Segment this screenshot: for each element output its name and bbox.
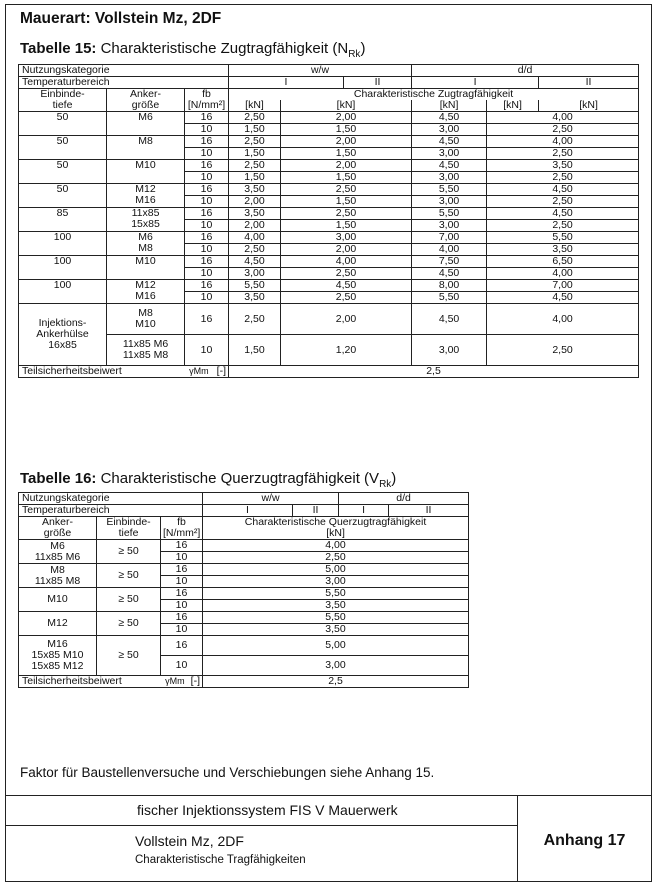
fb-cell: 16 — [185, 280, 229, 292]
fb-cell: 16 — [185, 160, 229, 172]
cell-line: 15x85 — [131, 218, 160, 230]
header-row — [19, 493, 469, 505]
value-cell: 2,00 — [281, 160, 412, 172]
anker-cell — [19, 564, 97, 588]
einbinde-cell: 50 — [19, 136, 107, 160]
table-row — [19, 208, 639, 220]
annex-label: Anhang 17 — [543, 832, 626, 849]
cell-line: M6 — [138, 231, 153, 243]
page-heading: Mauerart: Vollstein Mz, 2DF — [20, 10, 222, 27]
fb-cell: 16 — [185, 184, 229, 196]
table-row — [19, 636, 469, 656]
value-cell: 3,50 — [487, 160, 639, 172]
einbinde-cell: ≥ 50 — [97, 564, 161, 588]
footer — [5, 795, 652, 882]
dimensionless-unit: [-] — [216, 365, 226, 377]
header-row — [19, 65, 639, 77]
temp-cell: I — [229, 77, 344, 89]
value-cell: 4,00 — [487, 304, 639, 335]
anker-cell — [107, 208, 185, 232]
table15-title-prefix: Tabelle 15: — [20, 40, 97, 57]
value-cell: 6,50 — [487, 256, 639, 268]
cell-line: tiefe — [52, 99, 73, 111]
value-cell: 5,50 — [412, 208, 487, 220]
fb-symbol: fb — [161, 517, 203, 529]
gamma-symbol: γMm — [189, 366, 209, 376]
fb-cell: 16 — [185, 208, 229, 220]
anker-header — [107, 89, 185, 112]
table15-title-sub: Rk — [348, 49, 361, 60]
value-cell: 2,00 — [281, 136, 412, 148]
temp-cell: I — [412, 77, 539, 89]
table15-title-close: ) — [360, 40, 366, 57]
safety-symbol — [185, 366, 229, 378]
char-label: Charakteristische Querzugtragfähigkeit — [203, 517, 469, 529]
table16-title — [20, 470, 396, 490]
value-cell: 1,50 — [229, 148, 281, 160]
anker-cell — [107, 280, 185, 304]
safety-row — [19, 366, 639, 378]
cell-line: Ankerhülse — [36, 328, 89, 340]
value-cell: 2,50 — [229, 304, 281, 335]
unit-cell: [kN] — [281, 100, 412, 112]
value-cell: 1,50 — [229, 172, 281, 184]
anker-header — [19, 517, 97, 540]
cell-line: 15x85 M10 — [31, 649, 84, 661]
cell-line: tiefe — [118, 527, 139, 539]
dd-label: d/d — [412, 65, 639, 77]
header-row — [19, 505, 469, 517]
cell-line: 11x85 M6 — [122, 338, 169, 350]
footer-description: Charakteristische Tragfähigkeiten — [135, 854, 306, 866]
table16 — [18, 492, 469, 688]
value-cell: 7,00 — [487, 280, 639, 292]
value-cell: 5,50 — [487, 232, 639, 244]
cell-line: größe — [43, 527, 72, 539]
anker-cell — [107, 160, 185, 184]
fb-cell: 10 — [185, 292, 229, 304]
fb-unit: [N/mm²] — [185, 100, 229, 112]
value-cell: 2,50 — [229, 160, 281, 172]
value-cell: 4,50 — [412, 160, 487, 172]
temp-cell: II — [293, 505, 339, 517]
temp-cell: II — [344, 77, 412, 89]
cell-line: Einbinde- — [106, 516, 151, 528]
einbinde-cell: ≥ 50 — [97, 612, 161, 636]
value-cell: 8,00 — [412, 280, 487, 292]
value-cell: 4,50 — [487, 292, 639, 304]
value-cell: 4,50 — [281, 280, 412, 292]
table16-title-text: Charakteristische Querzugtragfähigkeit (V — [100, 470, 380, 487]
value-cell: 3,50 — [229, 292, 281, 304]
cell-line: 11x85 M8 — [34, 574, 81, 587]
value-cell: 1,50 — [229, 335, 281, 366]
cell-line: M16 — [135, 194, 156, 206]
table-row — [19, 160, 639, 172]
value-cell: 3,00 — [412, 220, 487, 232]
value-cell: 1,50 — [281, 196, 412, 208]
dimensionless-unit: [-] — [190, 675, 200, 687]
fb-cell: 10 — [161, 656, 203, 676]
ww-label: w/w — [229, 65, 412, 77]
fb-cell: 16 — [161, 588, 203, 600]
cell-line: 11x85 M8 — [122, 349, 169, 361]
value-cell: 2,00 — [281, 244, 412, 256]
table16-title-prefix: Tabelle 16: — [20, 470, 97, 487]
einbinde-cell: ≥ 50 — [97, 636, 161, 676]
table-row — [19, 540, 469, 552]
header-row — [19, 77, 639, 89]
value-cell: 3,50 — [229, 208, 281, 220]
anker-cell — [107, 136, 185, 160]
value-cell: 4,50 — [487, 208, 639, 220]
value-cell: 4,50 — [229, 256, 281, 268]
table-row — [19, 232, 639, 244]
value-cell: 1,50 — [281, 124, 412, 136]
value-cell: 2,00 — [229, 220, 281, 232]
cell-line: M6 — [138, 111, 153, 123]
value-cell: 3,00 — [412, 148, 487, 160]
value-cell: 5,00 — [203, 564, 469, 576]
temp-label: Temperaturbereich — [19, 77, 229, 89]
value-cell: 5,50 — [412, 184, 487, 196]
value-cell: 1,20 — [281, 335, 412, 366]
unit-cell: [kN] — [412, 100, 487, 112]
cell-line: M6 — [50, 539, 65, 552]
fb-cell: 10 — [161, 552, 203, 564]
footer-subtitle: Vollstein Mz, 2DF — [135, 833, 244, 849]
table16-title-close: ) — [391, 470, 397, 487]
value-cell: 3,00 — [412, 196, 487, 208]
header-row — [19, 89, 639, 101]
unit-cell: [kN] — [487, 100, 539, 112]
nutzung-label: Nutzungskategorie — [19, 493, 203, 505]
table-row — [19, 256, 639, 268]
temp-label: Temperaturbereich — [19, 505, 203, 517]
table15 — [18, 64, 639, 378]
footer-divider — [5, 825, 517, 826]
table16-title-sub: Rk — [379, 479, 392, 490]
table-row — [19, 184, 639, 196]
safety-value: 2,5 — [203, 676, 469, 688]
value-cell: 1,50 — [281, 220, 412, 232]
value-cell: 2,50 — [203, 552, 469, 564]
temp-cell: I — [203, 505, 293, 517]
einbinde-cell: 100 — [19, 256, 107, 280]
safety-label: Teilsicherheitsbeiwert — [19, 676, 161, 688]
anker-cell — [107, 232, 185, 256]
anker-cell — [19, 540, 97, 564]
footer-system-name: fischer Injektionssystem FIS V Mauerwerk — [137, 802, 398, 818]
table-row — [19, 136, 639, 148]
value-cell: 5,50 — [203, 612, 469, 624]
einbinde-cell: 85 — [19, 208, 107, 232]
char-label: Charakteristische Zugtragfähigkeit — [229, 89, 639, 101]
cell-line: M12 — [135, 183, 156, 195]
table-row — [19, 564, 469, 576]
einbinde-header — [97, 517, 161, 540]
value-cell: 3,50 — [229, 184, 281, 196]
value-cell: 2,50 — [229, 136, 281, 148]
value-cell: 2,50 — [281, 292, 412, 304]
cell-line: größe — [131, 99, 160, 111]
value-cell: 4,00 — [487, 268, 639, 280]
value-cell: 4,50 — [412, 136, 487, 148]
value-cell: 7,50 — [412, 256, 487, 268]
cell-line: 16x85 — [48, 339, 77, 351]
fb-cell: 16 — [161, 612, 203, 624]
value-cell: 4,00 — [203, 540, 469, 552]
value-cell: 3,00 — [203, 576, 469, 588]
fb-cell: 10 — [185, 172, 229, 184]
unit-cell: [kN] — [203, 528, 469, 540]
cell-line: M10 — [135, 255, 156, 267]
value-cell: 4,00 — [229, 232, 281, 244]
einbinde-cell: 50 — [19, 184, 107, 208]
value-cell: 3,00 — [412, 172, 487, 184]
cell-line: Anker- — [42, 516, 73, 528]
value-cell: 2,50 — [487, 335, 639, 366]
cell-line: M16 — [47, 638, 68, 650]
cell-line: M8 — [138, 242, 153, 254]
value-cell: 4,00 — [487, 136, 639, 148]
cell-line: M10 — [47, 593, 68, 605]
cell-line: Anker- — [130, 88, 161, 100]
table-row — [19, 280, 639, 292]
cell-line: Einbinde- — [40, 88, 85, 100]
table-row — [19, 112, 639, 124]
fb-cell: 10 — [185, 196, 229, 208]
cell-line: Injektions- — [38, 317, 87, 329]
unit-cell: [kN] — [539, 100, 639, 112]
table-row — [19, 612, 469, 624]
fb-cell: 16 — [161, 636, 203, 656]
fb-cell: 10 — [185, 220, 229, 232]
table-row — [19, 335, 639, 366]
header-row — [19, 517, 469, 529]
cell-line: 15x85 M12 — [31, 660, 84, 672]
cell-line: M12 — [47, 617, 68, 629]
fb-cell: 16 — [161, 564, 203, 576]
einbinde-cell: ≥ 50 — [97, 588, 161, 612]
value-cell: 2,50 — [281, 268, 412, 280]
einbinde-cell: 50 — [19, 160, 107, 184]
cell-line: M8 — [138, 307, 153, 319]
einbinde-cell: ≥ 50 — [97, 540, 161, 564]
value-cell: 1,50 — [281, 148, 412, 160]
unit-cell: [kN] — [229, 100, 281, 112]
value-cell: 2,50 — [281, 184, 412, 196]
cell-line: M8 — [138, 135, 153, 147]
value-cell: 4,50 — [487, 184, 639, 196]
value-cell: 4,00 — [281, 256, 412, 268]
temp-cell: II — [539, 77, 639, 89]
temp-cell: I — [339, 505, 389, 517]
value-cell: 2,50 — [487, 124, 639, 136]
fb-cell: 16 — [185, 112, 229, 124]
einbinde-cell: 100 — [19, 232, 107, 256]
fb-symbol: fb — [185, 89, 229, 101]
value-cell: 3,00 — [412, 124, 487, 136]
value-cell: 5,50 — [229, 280, 281, 292]
einbinde-cell: 100 — [19, 280, 107, 304]
value-cell: 3,50 — [203, 624, 469, 636]
value-cell: 2,50 — [281, 208, 412, 220]
value-cell: 4,50 — [412, 112, 487, 124]
safety-label: Teilsicherheitsbeiwert — [19, 366, 185, 378]
value-cell: 2,00 — [281, 304, 412, 335]
value-cell: 3,00 — [412, 335, 487, 366]
value-cell: 1,50 — [229, 124, 281, 136]
fb-cell: 10 — [161, 600, 203, 612]
value-cell: 2,50 — [487, 196, 639, 208]
anker-cell — [107, 112, 185, 136]
gamma-symbol: γMm — [165, 676, 185, 686]
value-cell: 4,00 — [487, 112, 639, 124]
fb-cell: 16 — [185, 136, 229, 148]
value-cell: 2,50 — [229, 112, 281, 124]
value-cell: 7,00 — [412, 232, 487, 244]
fb-unit: [N/mm²] — [161, 528, 203, 540]
fb-cell: 16 — [185, 232, 229, 244]
temp-cell: II — [389, 505, 469, 517]
einbinde-cell — [19, 304, 107, 366]
anker-cell — [19, 636, 97, 676]
value-cell: 3,00 — [229, 268, 281, 280]
fb-cell: 10 — [185, 335, 229, 366]
fb-cell: 16 — [185, 304, 229, 335]
value-cell: 3,50 — [487, 244, 639, 256]
value-cell: 2,50 — [487, 220, 639, 232]
value-cell: 3,50 — [203, 600, 469, 612]
safety-row — [19, 676, 469, 688]
anker-cell — [107, 184, 185, 208]
cell-line: 11x85 — [131, 207, 160, 219]
table-row — [19, 588, 469, 600]
nutzung-label: Nutzungskategorie — [19, 65, 229, 77]
value-cell: 3,00 — [281, 232, 412, 244]
value-cell: 4,00 — [412, 244, 487, 256]
value-cell: 2,50 — [487, 148, 639, 160]
anker-cell — [107, 335, 185, 366]
cell-line: M10 — [135, 159, 156, 171]
anker-cell — [19, 588, 97, 612]
cell-line: M16 — [135, 290, 156, 302]
einbinde-cell: 50 — [19, 112, 107, 136]
dd-label: d/d — [339, 493, 469, 505]
cell-line: 11x85 M6 — [34, 550, 81, 563]
footnote: Faktor für Baustellenversuche und Verschiebungen siehe Anhang 15. — [20, 765, 435, 780]
cell-line: M10 — [135, 318, 156, 330]
value-cell: 1,50 — [281, 172, 412, 184]
value-cell: 3,00 — [203, 656, 469, 676]
safety-symbol — [161, 676, 203, 688]
anker-cell — [107, 256, 185, 280]
fb-cell: 10 — [185, 124, 229, 136]
safety-value: 2,5 — [229, 366, 639, 378]
fb-cell: 10 — [185, 244, 229, 256]
anker-cell — [107, 304, 185, 335]
value-cell: 4,50 — [412, 268, 487, 280]
value-cell: 2,00 — [281, 112, 412, 124]
value-cell: 2,50 — [487, 172, 639, 184]
value-cell: 2,00 — [229, 196, 281, 208]
value-cell: 2,50 — [229, 244, 281, 256]
fb-cell: 10 — [185, 268, 229, 280]
fb-cell: 10 — [161, 576, 203, 588]
table-row — [19, 304, 639, 335]
fb-cell: 16 — [185, 256, 229, 268]
fb-cell: 10 — [185, 148, 229, 160]
value-cell: 5,00 — [203, 636, 469, 656]
cell-line: M12 — [135, 279, 156, 291]
cell-line: M8 — [50, 563, 65, 576]
table15-title — [20, 40, 365, 60]
value-cell: 4,50 — [412, 304, 487, 335]
table15-title-text: Charakteristische Zugtragfähigkeit (N — [100, 40, 349, 57]
fb-cell: 10 — [161, 624, 203, 636]
value-cell: 5,50 — [412, 292, 487, 304]
value-cell: 5,50 — [203, 588, 469, 600]
fb-cell: 16 — [161, 540, 203, 552]
einbinde-header — [19, 89, 107, 112]
ww-label: w/w — [203, 493, 339, 505]
anker-cell — [19, 612, 97, 636]
